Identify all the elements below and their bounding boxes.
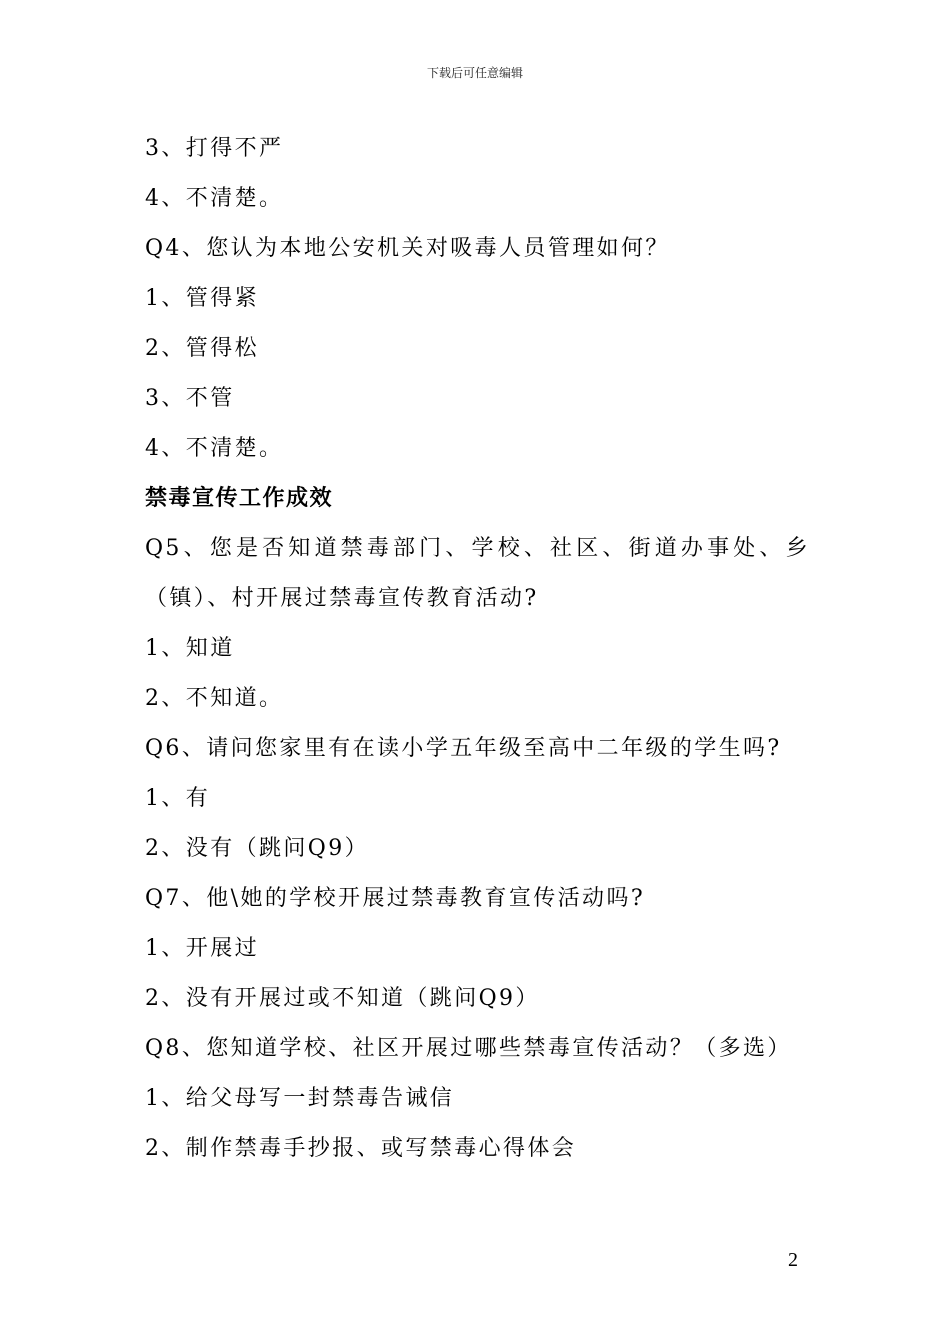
option-line: 2、没有开展过或不知道（跳问Q9）: [145, 986, 540, 1011]
option-line: 1、开展过: [145, 936, 259, 961]
question-q6: Q6、请问您家里有在读小学五年级至高中二年级的学生吗?: [145, 736, 782, 761]
option-line: 3、打得不严: [145, 136, 284, 161]
option-line: 2、不知道。: [145, 686, 284, 711]
option-line: 1、有: [145, 786, 211, 811]
option-line: 2、没有（跳问Q9）: [145, 836, 370, 861]
page-header: 下载后可任意编辑: [426, 66, 523, 80]
option-line: 1、知道: [145, 636, 235, 661]
option-line: 3、不管: [145, 386, 235, 411]
option-line: 4、不清楚。: [145, 186, 284, 211]
question-q8: Q8、您知道学校、社区开展过哪些禁毒宣传活动？（多选）: [145, 1036, 792, 1061]
section-heading: 禁毒宣传工作成效: [145, 486, 334, 511]
option-line: 2、管得松: [145, 336, 259, 361]
option-line: 4、不清楚。: [145, 436, 284, 461]
option-line: 1、给父母写一封禁毒告诫信: [145, 1086, 455, 1111]
question-q5: Q5、您是否知道禁毒部门、学校、社区、街道办事处、乡（镇）、村开展过禁毒宣传教育活动?: [145, 536, 810, 611]
option-line: 1、管得紧: [145, 286, 259, 311]
question-q7: Q7、他\她的学校开展过禁毒教育宣传活动吗?: [145, 886, 646, 911]
option-line: 2、制作禁毒手抄报、或写禁毒心得体会: [145, 1136, 577, 1161]
question-q4: Q4、您认为本地公安机关对吸毒人员管理如何？: [145, 236, 670, 261]
document-body: [145, 124, 810, 1174]
page-number: 2: [788, 1249, 798, 1271]
